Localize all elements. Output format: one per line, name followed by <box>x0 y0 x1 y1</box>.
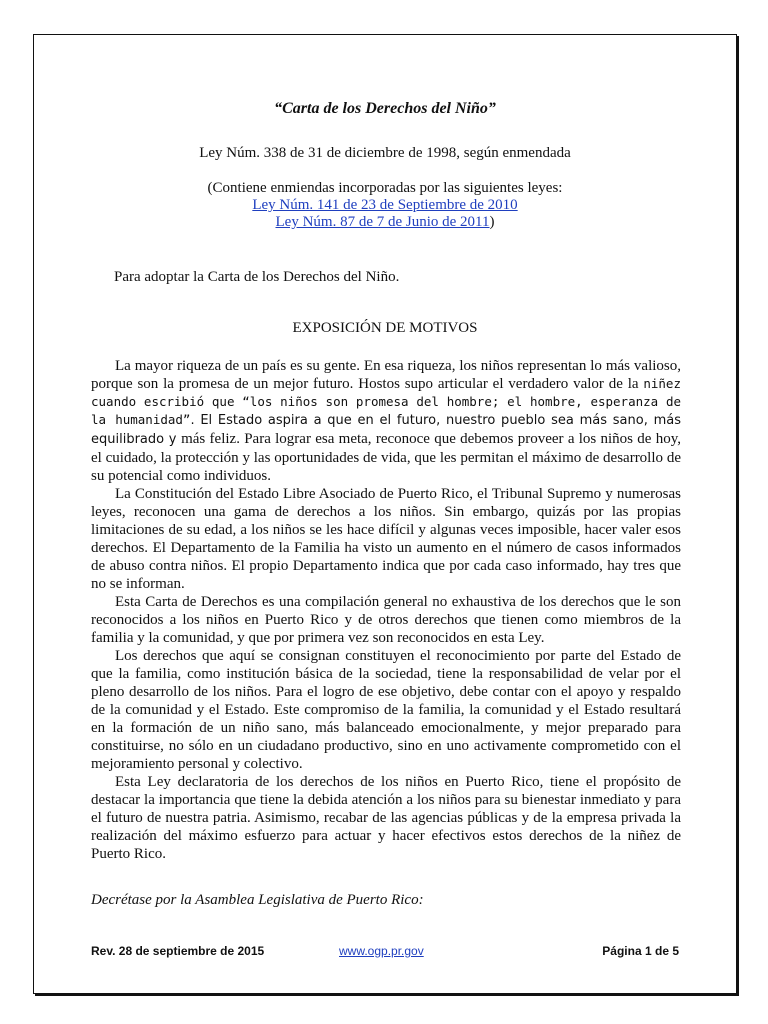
amendments-intro: (Contiene enmiendas incorporadas por las siguientes leyes: <box>207 180 563 196</box>
amendment-link-2010[interactable]: Ley Núm. 141 de 23 de Septiembre de 2010 <box>252 197 518 213</box>
amendment-line-2 <box>34 213 736 231</box>
decree-line: Decrétase por la Asamblea Legislativa de Puerto Rico: <box>91 892 424 908</box>
revision-date: Rev. 28 de septiembre de 2015 <box>91 944 265 958</box>
document-title: “Carta de los Derechos del Niño” <box>274 100 496 117</box>
section-heading: EXPOSICIÓN DE MOTIVOS <box>292 320 478 336</box>
paragraph-5: Esta Ley declaratoria de los derechos de los niños en Puerto Rico, tiene el propósito de destacar la importancia que tiene la debida atención a los niños para su bienestar inmediato y para el futuro de nuestra patria. Asimismo, recabar de las agencias públicas y de la empresa privada la realización del máximo esfuerzo para actuar y hacer efectivos estos derechos de la niñez de Puerto Rico. <box>91 774 681 862</box>
p1-text-c: . El Estado aspira a que en el futuro, nuestro pueblo sea más sano, más equilibrado y <box>91 413 681 447</box>
p1-text-d: más feliz. Para lograr esa meta, reconoce que debemos proveer a los niños de hoy, el cuidado, la protección y las oportunidades de vida, que les permitan el máximo de desarrollo de su potencial como individuos. <box>91 431 682 484</box>
purpose-statement: Para adoptar la Carta de los Derechos del Niño. <box>114 269 400 285</box>
document-body <box>91 357 681 863</box>
amendments-close: ) <box>489 214 495 230</box>
law-subtitle: Ley Núm. 338 de 31 de diciembre de 1998, según enmendada <box>199 145 571 161</box>
paragraph-2: La Constitución del Estado Libre Asociado de Puerto Rico, el Tribunal Supremo y numerosas leyes, reconocen una gama de derechos a los niños. Sin embargo, quizás por las propias limitaciones de su edad, a los niños se les hace difícil y algunas veces imposible, hacer valer esos derechos. El Departamento de la Familia ha visto un aumento en el número de casos informados de abuso contra niños. El propio Departamento indica que por cada caso informado, hay tres que no se informan. <box>91 486 681 592</box>
page-number: Página 1 de 5 <box>602 944 679 958</box>
p1-text-a: La mayor riqueza de un país es su gente. En esa riqueza, los niños representan lo más valioso, porque son la promesa de un mejor futuro. Hostos supo articular el verdadero valor de la <box>91 358 681 392</box>
document-page <box>33 34 737 994</box>
hostos-quote: niñez cuando escribió que “los niños son promesa del hombre; el hombre, esperanza de la humanidad” <box>91 376 681 427</box>
page-footer <box>91 944 679 960</box>
paragraph-4: Los derechos que aquí se consignan constituyen el reconocimiento por parte del Estado de que la familia, como institución básica de la sociedad, tiene la responsabilidad de velar por el pleno desarrollo de los niños. Para el logro de ese objetivo, debe contar con el apoyo y respaldo de la comunidad y el Estado. Este compromiso de la familia, la comunidad y el Estado resultará en la formación de un niño sano, más balanceado emocionalmente, y mejor preparado para constituirse, no sólo en un ciudadano productivo, sino en uno activamente comprometido con el mejoramiento personal y colectivo. <box>91 648 681 772</box>
paragraph-3: Esta Carta de Derechos es una compilación general no exhaustiva de los derechos que le son reconocidos a los niños en Puerto Rico y de otros derechos que tienen como miembros de la familia y la comunidad, y que por primera vez son reconocidos en esta Ley. <box>91 594 681 646</box>
website-link[interactable]: www.ogp.pr.gov <box>339 944 424 958</box>
amendment-link-2011[interactable]: Ley Núm. 87 de 7 de Junio de 2011 <box>275 214 490 230</box>
paragraph-1 <box>91 357 681 485</box>
amendment-line-1 <box>34 196 736 214</box>
